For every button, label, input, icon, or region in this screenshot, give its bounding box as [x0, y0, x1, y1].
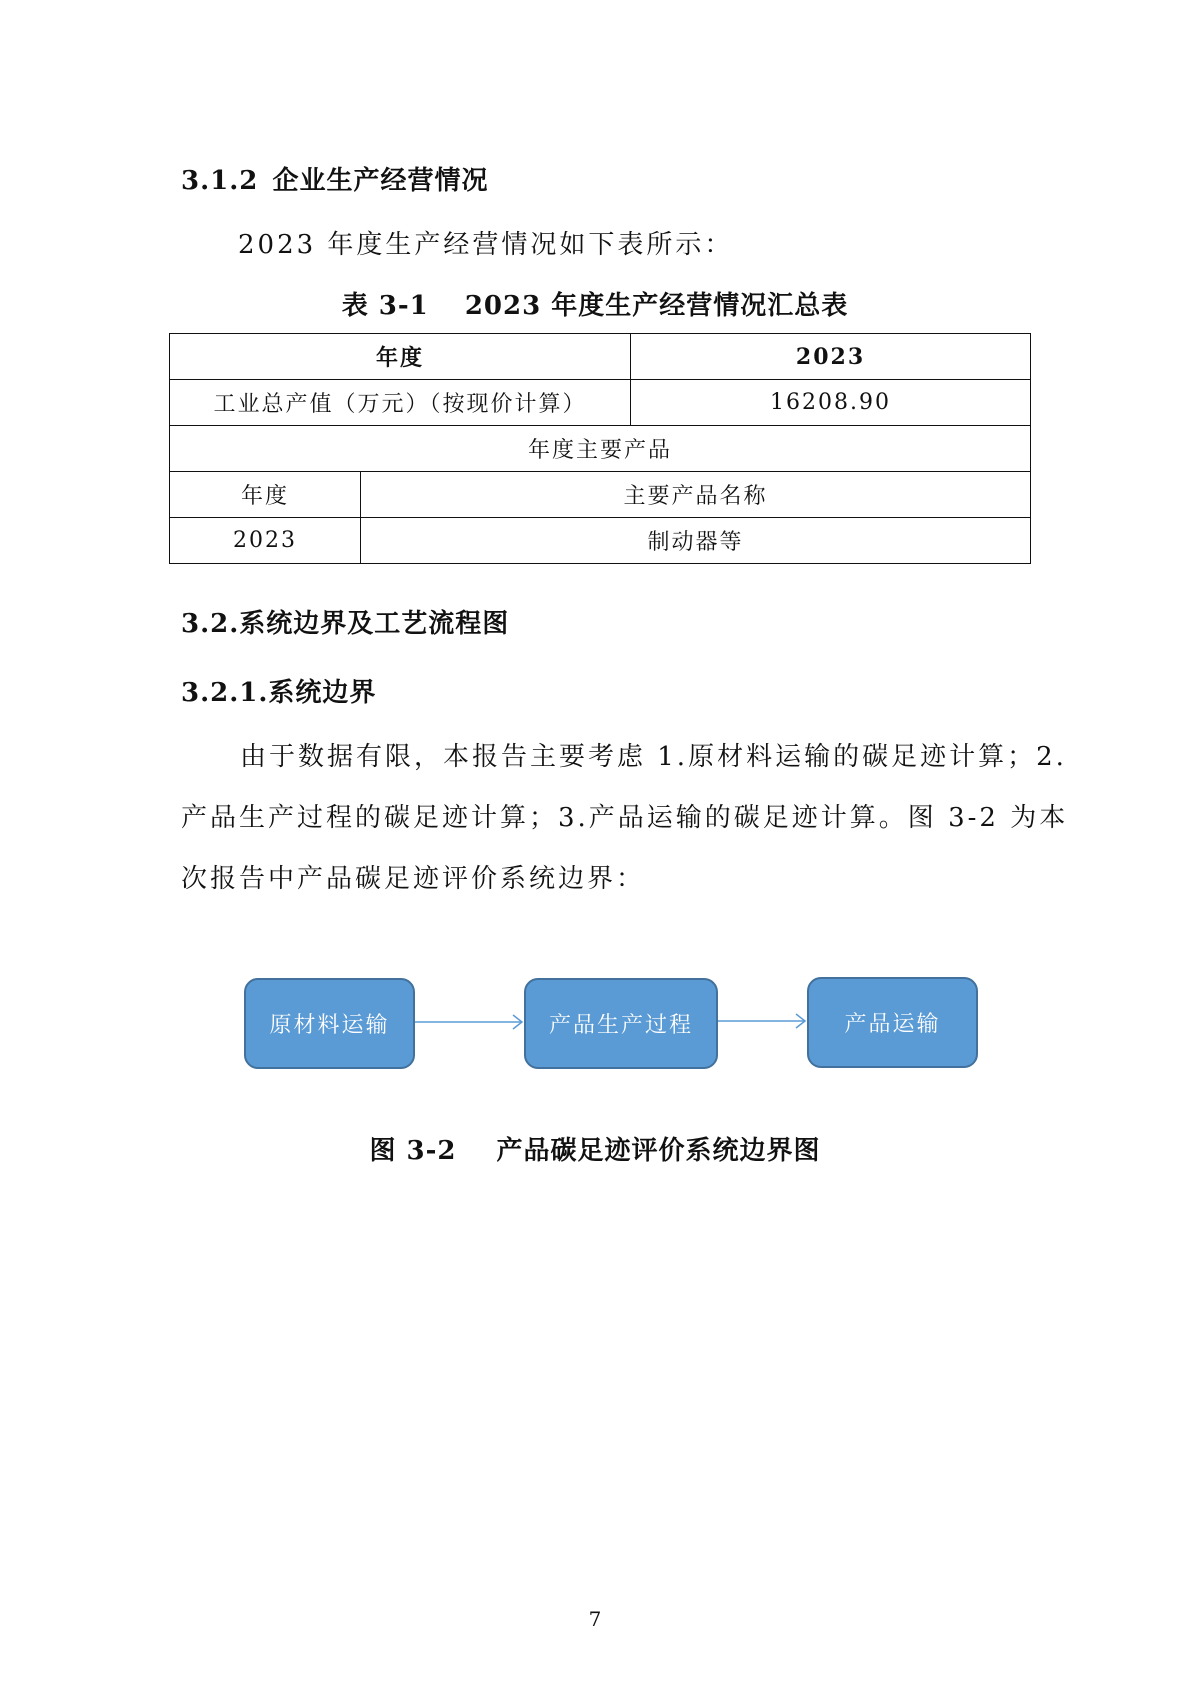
table-caption [0, 285, 1190, 322]
figure-caption [0, 1130, 1190, 1167]
table-row [170, 518, 1031, 564]
page-number: 7 [588, 1607, 602, 1631]
table-row [170, 472, 1031, 518]
paragraph-line: 次报告中产品碳足迹评价系统边界： [181, 864, 646, 894]
arrow-2 [716, 1014, 805, 1028]
table-caption-title: 2023 年度生产经营情况汇总表 [464, 291, 849, 321]
table-cell: 年度 [170, 334, 631, 380]
arrow-1 [414, 1015, 522, 1029]
paragraph-line: 产品生产过程的碳足迹计算；3.产品运输的碳足迹计算。图 3-2 为本 [181, 803, 1069, 833]
paragraph-line: 由于数据有限，本报告主要考虑 1.原材料运输的碳足迹计算；2. [240, 742, 1067, 772]
table-cell: 工业总产值（万元）（按现价计算） [170, 380, 631, 426]
table-caption-label: 表 3-1 [341, 291, 429, 321]
table-cell: 2023 [631, 334, 1031, 380]
table-intro-text: 2023 年度生产经营情况如下表所示： [238, 230, 734, 260]
flow-node-label: 原材料运输 [269, 1013, 390, 1038]
table-row [170, 380, 1031, 426]
production-summary-table [169, 333, 1031, 564]
table-cell: 主要产品名称 [361, 472, 1031, 518]
table-cell: 年度 [170, 472, 361, 518]
section-3-2-heading: 3.2.系统边界及工艺流程图 [181, 609, 510, 639]
flow-node-production-process [524, 978, 718, 1069]
table-cell: 年度主要产品 [170, 426, 1031, 472]
figure-caption-label: 图 3-2 [369, 1136, 457, 1166]
section-number: 3.1.2 [181, 166, 259, 196]
flow-node-label: 产品生产过程 [548, 1013, 693, 1038]
section-title: 企业生产经营情况 [272, 166, 489, 196]
flow-node-product-transport [807, 977, 978, 1068]
table-row [170, 426, 1031, 472]
flow-node-label: 产品运输 [844, 1012, 941, 1037]
section-3-2-1-heading: 3.2.1.系统边界 [181, 678, 377, 708]
table-cell: 16208.90 [631, 380, 1031, 426]
section-3-1-2-heading [181, 160, 488, 197]
table-cell: 制动器等 [361, 518, 1031, 564]
table-row [170, 334, 1031, 380]
figure-caption-title: 产品碳足迹评价系统边界图 [496, 1136, 821, 1166]
flow-node-raw-material-transport [244, 978, 415, 1069]
table-cell: 2023 [170, 518, 361, 564]
